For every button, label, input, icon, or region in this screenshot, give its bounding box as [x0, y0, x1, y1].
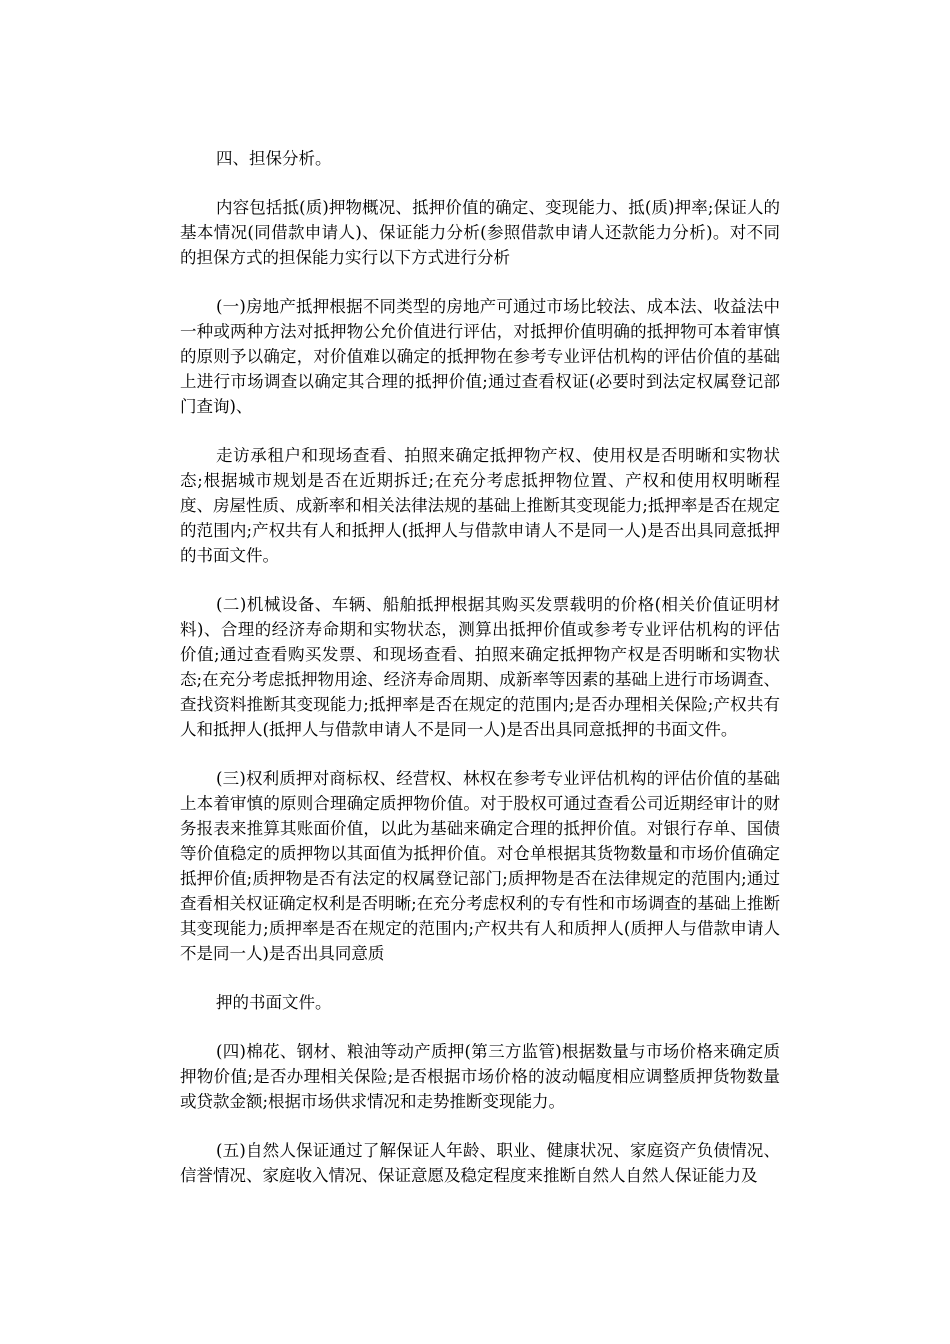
section-heading: 四、担保分析。	[216, 149, 332, 168]
paragraph-rights-pledge: (三)权利质押对商标权、经营权、林权在参考专业评估机构的评估价值的基础上本着审慎的原则合理确定质押物价值。对于股权可通过查看公司近期经审计的财务报表来推算其账面价值，以此为基础来确定合理的抵押价值。对银行存单、国债等价值稳定的质押物以其面值为抵押价值。对仓单根据其货物数量和市场价值确定抵押价值;质押物是否有法定的权属登记部门;质押物是否在法律规定的范围内;通过查看相关权证确定权利是否明晰;在充分考虑权利的专有性和市场调查的基础上推断其变现能力;质押率是否在规定的范围内;产权共有人和质押人(质押人与借款申请人不是同一人)是否出具同意质	[180, 769, 780, 963]
paragraph-intro: 内容包括抵(质)押物概况、抵押价值的确定、变现能力、抵(质)押率;保证人的基本情况(同借款申请人)、保证能力分析(参照借款申请人还款能力分析)。对不同的担保方式的担保能力实行以下方式进行分析	[180, 198, 780, 267]
paragraph-movable-pledge: (四)棉花、钢材、粮油等动产质押(第三方监管)根据数量与市场价格来确定质押物价值;是否办理相关保险;是否根据市场价格的波动幅度相应调整质押货物数量或贷款金额;根据市场供求情况和走势推断变现能力。	[180, 1042, 780, 1111]
paragraph-real-estate-mortgage: (一)房地产抵押根据不同类型的房地产可通过市场比较法、成本法、收益法中一种或两种方法对抵押物公允价值进行评估，对抵押价值明确的抵押物可本着审慎的原则予以确定，对价值难以确定的抵押物在参考专业评估机构的评估价值的基础上进行市场调查以确定其合理的抵押价值;通过查看权证(必要时到法定权属登记部门查询)、	[180, 297, 780, 416]
paragraph-rights-pledge-continued: 押的书面文件。	[216, 993, 332, 1012]
paragraph-personal-guarantee: (五)自然人保证通过了解保证人年龄、职业、健康状况、家庭资产负债情况、信誉情况、家庭收入情况、保证意愿及稳定程度来推断自然人自然人保证能力及	[180, 1141, 780, 1185]
paragraph-real-estate-verification: 走访承租户和现场查看、拍照来确定抵押物产权、使用权是否明晰和实物状态;根据城市规划是否在近期拆迁;在充分考虑抵押物位置、产权和使用权明晰程度、房屋性质、成新率和相关法律法规的基础上推断其变现能力;抵押率是否在规定的范围内;产权共有人和抵押人(抵押人与借款申请人不是同一人)是否出具同意抵押的书面文件。	[180, 446, 780, 565]
document-body	[180, 146, 780, 1212]
paragraph-equipment-mortgage: (二)机械设备、车辆、船舶抵押根据其购买发票载明的价格(相关价值证明材料)、合理的经济寿命期和实物状态，测算出抵押价值或参考专业评估机构的评估价值;通过查看购买发票、和现场查看、拍照来确定抵押物产权是否明晰和实物状态;在充分考虑抵押物用途、经济寿命周期、成新率等因素的基础上进行市场调查、查找资料推断其变现能力;抵押率是否在规定的范围内;是否办理相关保险;产权共有人和抵押人(抵押人与借款申请人不是同一人)是否出具同意抵押的书面文件。	[180, 595, 780, 739]
